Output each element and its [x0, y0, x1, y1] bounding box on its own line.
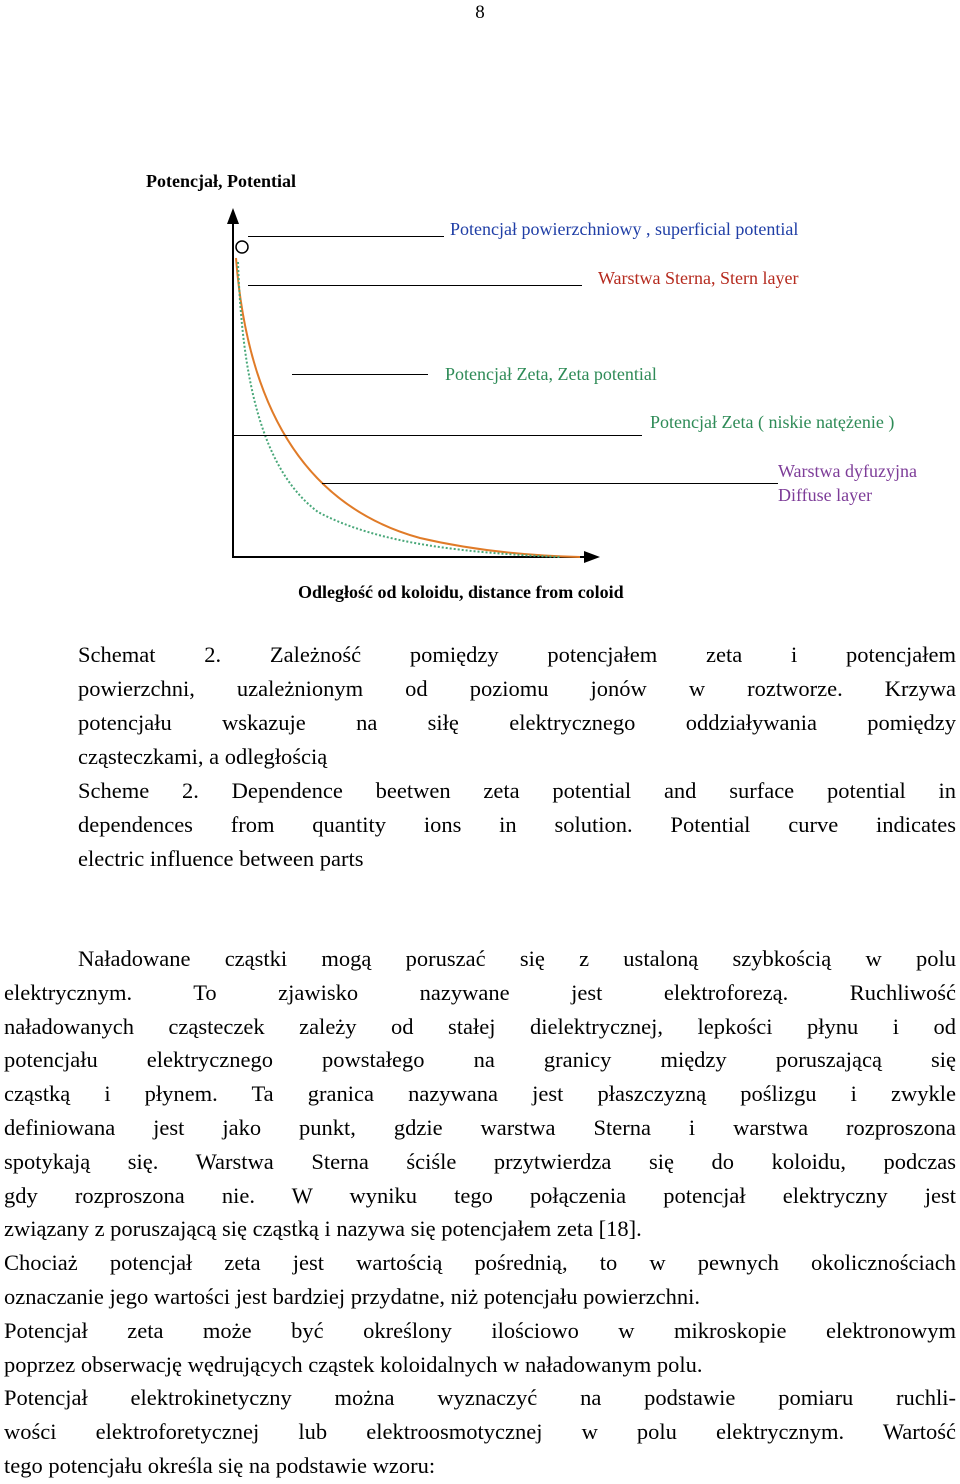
caption-line: cząsteczkami, a odległością	[78, 744, 328, 769]
caption-line: Scheme 2. Dependence beetwen zeta potential and surface potential in	[78, 778, 956, 803]
potential-diagram	[0, 0, 960, 620]
body-line: Potencjał elektrokinetyczny można wyznaczyć na podstawie pomiaru ruchli-	[4, 1385, 956, 1411]
body-line: poprzez obserwację wędrujących cząstek koloidalnych w naładowanym polu.	[4, 1351, 703, 1377]
body-line: tego potencjału określa się na podstawie wzoru:	[4, 1452, 436, 1478]
body-line: Potencjał zeta może być określony ilościowo w mikroskopie elektronowym	[4, 1317, 956, 1343]
caption-line: potencjału wskazuje na siłę elektrycznego oddziaływania pomiędzy	[78, 710, 956, 735]
body-line: Naładowane cząstki mogą poruszać się z ustaloną szybkością w polu	[78, 946, 956, 971]
body-line: Chociaż potencjał zeta jest wartością pośrednią, to w pewnych okolicznościach	[4, 1250, 956, 1276]
x-axis-label: Odległość od koloidu, distance from coloid	[298, 582, 624, 602]
stern-layer-line	[248, 285, 582, 286]
y-axis-label: Potencjał, Potential	[146, 171, 296, 191]
body-line: związany z poruszającą się cząstką i nazywa się potencjałem zeta [18].	[4, 1216, 642, 1242]
body-line: naładowanych cząsteczek zależy od stałej dielektrycznej, lepkości płynu i od	[4, 1013, 956, 1039]
high-potential-curve	[236, 258, 580, 557]
diffuse-layer-line	[322, 483, 778, 484]
body-line: wości elektroforetycznej lub elektroosmotycznej w polu elektrycznym. Wartość	[4, 1419, 956, 1445]
body-line: oznaczanie jego wartości jest bardziej przydatne, niż potencjału powierzchni.	[4, 1283, 700, 1309]
body-line: cząstką i płynem. Ta granica nazywana jest płaszczyzną poślizgu i zwykle	[4, 1081, 956, 1107]
diffuse-layer-label-pl: Warstwa dyfuzyjna	[778, 461, 917, 481]
body-line: spotykają się. Warstwa Sterna ściśle przytwierdza się do koloidu, podczas	[4, 1148, 956, 1174]
figure-caption	[78, 638, 956, 876]
zeta-potential-line	[292, 374, 428, 375]
zeta-low-line	[234, 435, 642, 436]
stern-layer-label: Warstwa Sterna, Stern layer	[598, 268, 799, 288]
colloid-particle-icon	[236, 241, 248, 253]
zeta-potential-label: Potencjał Zeta, Zeta potential	[445, 364, 657, 384]
low-potential-curve	[238, 262, 560, 557]
body-line: potencjału elektrycznego powstałego na granicy między poruszającą się	[4, 1047, 956, 1073]
caption-line: powierzchni, uzależnionym od poziomu jonów w roztworze. Krzywa	[78, 676, 956, 701]
zeta-low-label: Potencjał Zeta ( niskie natężenie )	[650, 412, 895, 432]
body-line: elektrycznym. To zjawisko nazywane jest elektroforezą. Ruchliwość	[4, 979, 956, 1005]
caption-line: electric influence between parts	[78, 846, 364, 871]
surface-potential-label: Potencjał powierzchniowy , superficial potential	[450, 219, 799, 239]
body-line: gdy rozproszona nie. W wyniku tego połączenia potencjał elektryczny jest	[4, 1182, 956, 1208]
body-text	[4, 942, 956, 1483]
page-number: 8	[475, 2, 485, 23]
y-axis-arrow	[227, 208, 239, 224]
x-axis-arrow	[584, 551, 600, 563]
diffuse-layer-label-en: Diffuse layer	[778, 485, 873, 505]
surface-potential-line	[248, 236, 444, 237]
caption-line: Schemat 2. Zależność pomiędzy potencjałem zeta i potencjałem	[78, 642, 956, 667]
caption-line: dependences from quantity ions in solution. Potential curve indicates	[78, 812, 956, 837]
body-line: definiowana jest jako punkt, gdzie warstwa Sterna i warstwa rozproszona	[4, 1114, 956, 1140]
